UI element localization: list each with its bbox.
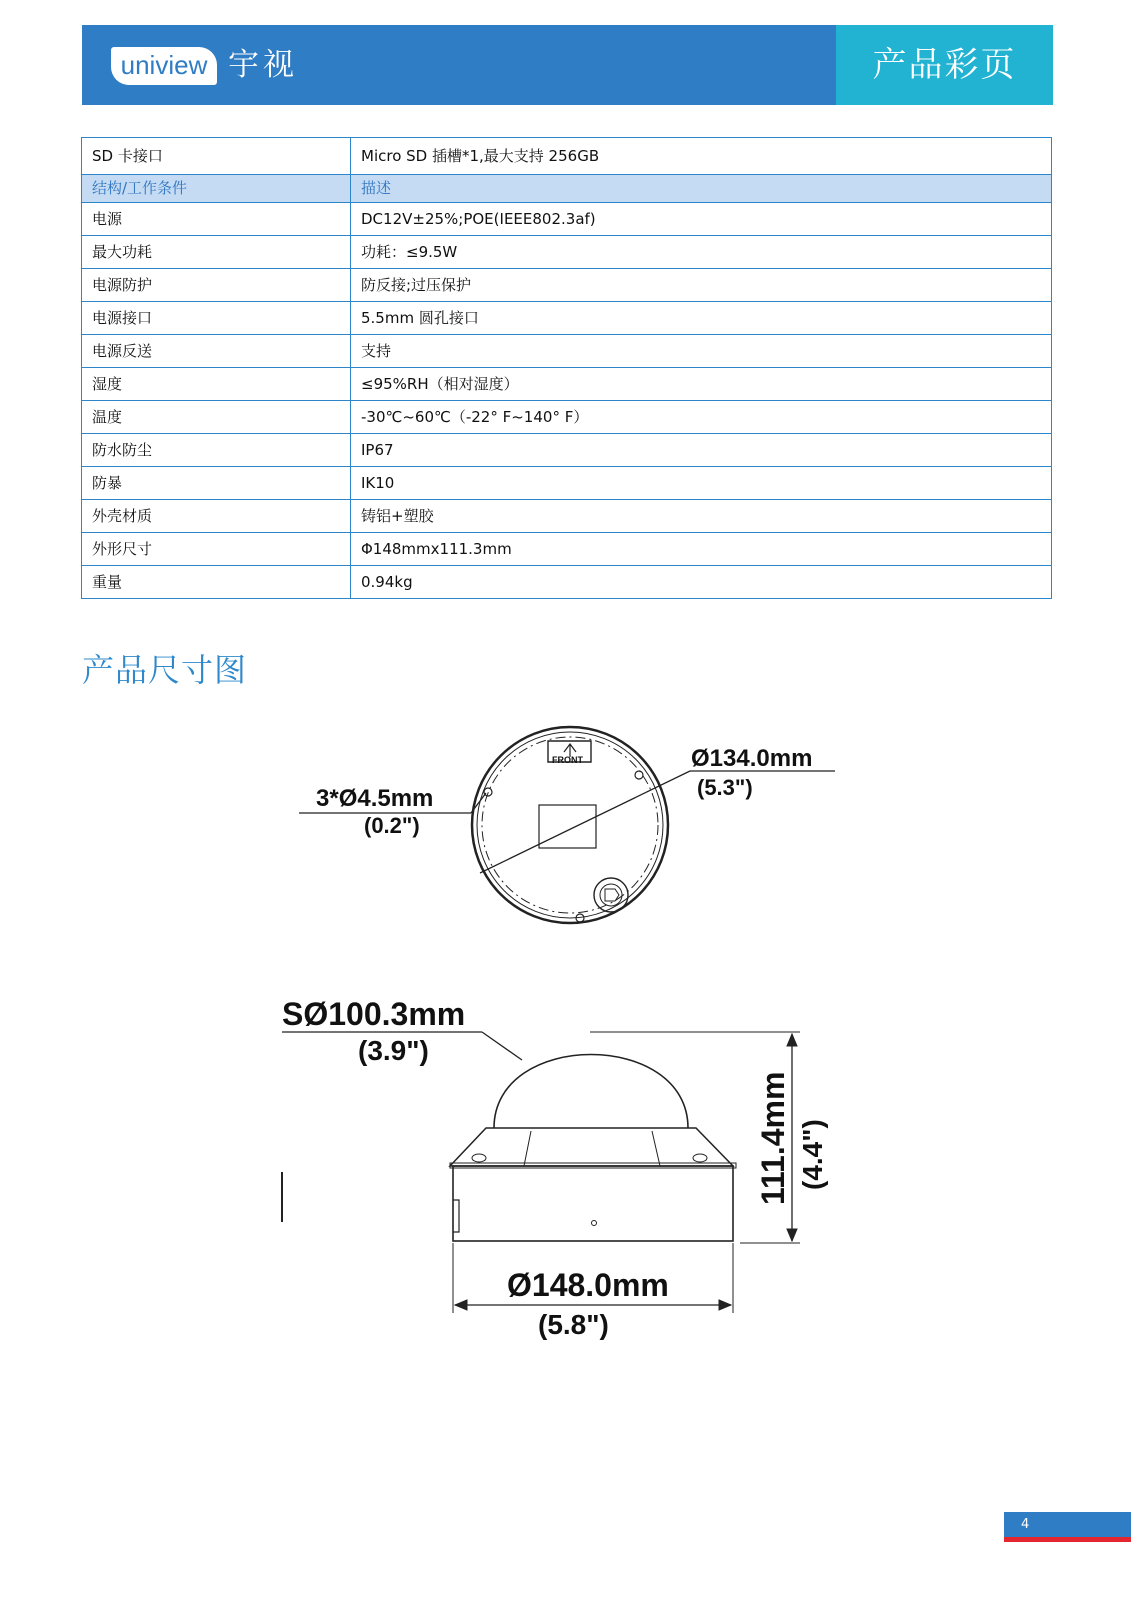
spec-label: 结构/工作条件	[82, 175, 351, 203]
arrowhead	[787, 1034, 797, 1046]
spec-value: ≤95%RH（相对湿度）	[351, 368, 1052, 401]
spec-value: 铸铝+塑胶	[351, 500, 1052, 533]
spec-label: 防暴	[82, 467, 351, 500]
front-label: FRONT	[552, 755, 583, 765]
spec-label: 电源防护	[82, 269, 351, 302]
spec-value: Φ148mmx111.3mm	[351, 533, 1052, 566]
width-dimension-inch: (5.8")	[538, 1309, 609, 1340]
page-tab-accent	[1004, 1537, 1131, 1542]
spec-value: -30℃~60℃（-22° F~140° F）	[351, 401, 1052, 434]
spec-value: IP67	[351, 434, 1052, 467]
hole-dimension-inch: (0.2")	[364, 813, 420, 838]
dome-dimension: SØ100.3mm	[282, 996, 466, 1032]
spec-value: 描述	[351, 175, 1052, 203]
width-dimension: Ø148.0mm	[507, 1267, 669, 1303]
diameter-dimension: Ø134.0mm	[691, 745, 813, 772]
housing-shoulder	[450, 1128, 733, 1166]
dome-dimension-inch: (3.9")	[358, 1035, 429, 1066]
spec-label: 湿度	[82, 368, 351, 401]
diameter-leader-line	[480, 771, 690, 873]
dome-outline	[494, 1055, 688, 1129]
spec-value: 5.5mm 圆孔接口	[351, 302, 1052, 335]
reset-hole	[592, 1221, 597, 1226]
spec-label: 温度	[82, 401, 351, 434]
spec-label: 电源反送	[82, 335, 351, 368]
screw-head	[693, 1154, 707, 1162]
spec-value: 防反接;过压保护	[351, 269, 1052, 302]
housing-base	[453, 1166, 733, 1241]
height-dimension: 111.4mm	[755, 1071, 791, 1205]
height-dimension-inch: (4.4")	[797, 1119, 828, 1190]
section-title: 产品尺寸图	[82, 651, 248, 689]
logo-text: uniview	[120, 50, 208, 80]
arrowhead	[719, 1300, 731, 1310]
spec-label: 重量	[82, 566, 351, 599]
screw-hole	[635, 771, 643, 779]
spec-label: 外形尺寸	[82, 533, 351, 566]
shoulder-ribs	[524, 1131, 660, 1166]
arrowhead	[787, 1229, 797, 1241]
screw-head	[472, 1154, 486, 1162]
center-plate	[539, 805, 596, 848]
spec-value: Micro SD 插槽*1,最大支持 256GB	[351, 138, 1052, 175]
header-title: 产品彩页	[872, 45, 1017, 85]
arrowhead	[455, 1300, 467, 1310]
hole-dimension: 3*Ø4.5mm	[316, 785, 434, 812]
spec-label: 防水防尘	[82, 434, 351, 467]
side-connector	[453, 1200, 459, 1232]
spec-value: 支持	[351, 335, 1052, 368]
spec-label: 最大功耗	[82, 236, 351, 269]
brand-name-cn: 宇视	[228, 47, 298, 83]
diameter-dimension-inch: (5.3")	[697, 775, 753, 800]
spec-value: 功耗：≤9.5W	[351, 236, 1052, 269]
spec-label: 电源接口	[82, 302, 351, 335]
dome-leader-line	[482, 1032, 522, 1060]
spec-label: SD 卡接口	[82, 138, 351, 175]
page-number: 4	[1021, 1517, 1030, 1532]
spec-value: 0.94kg	[351, 566, 1052, 599]
spec-label: 电源	[82, 203, 351, 236]
spec-label: 外壳材质	[82, 500, 351, 533]
spec-value: DC12V±25%;POE(IEEE802.3af)	[351, 203, 1052, 236]
spec-value: IK10	[351, 467, 1052, 500]
